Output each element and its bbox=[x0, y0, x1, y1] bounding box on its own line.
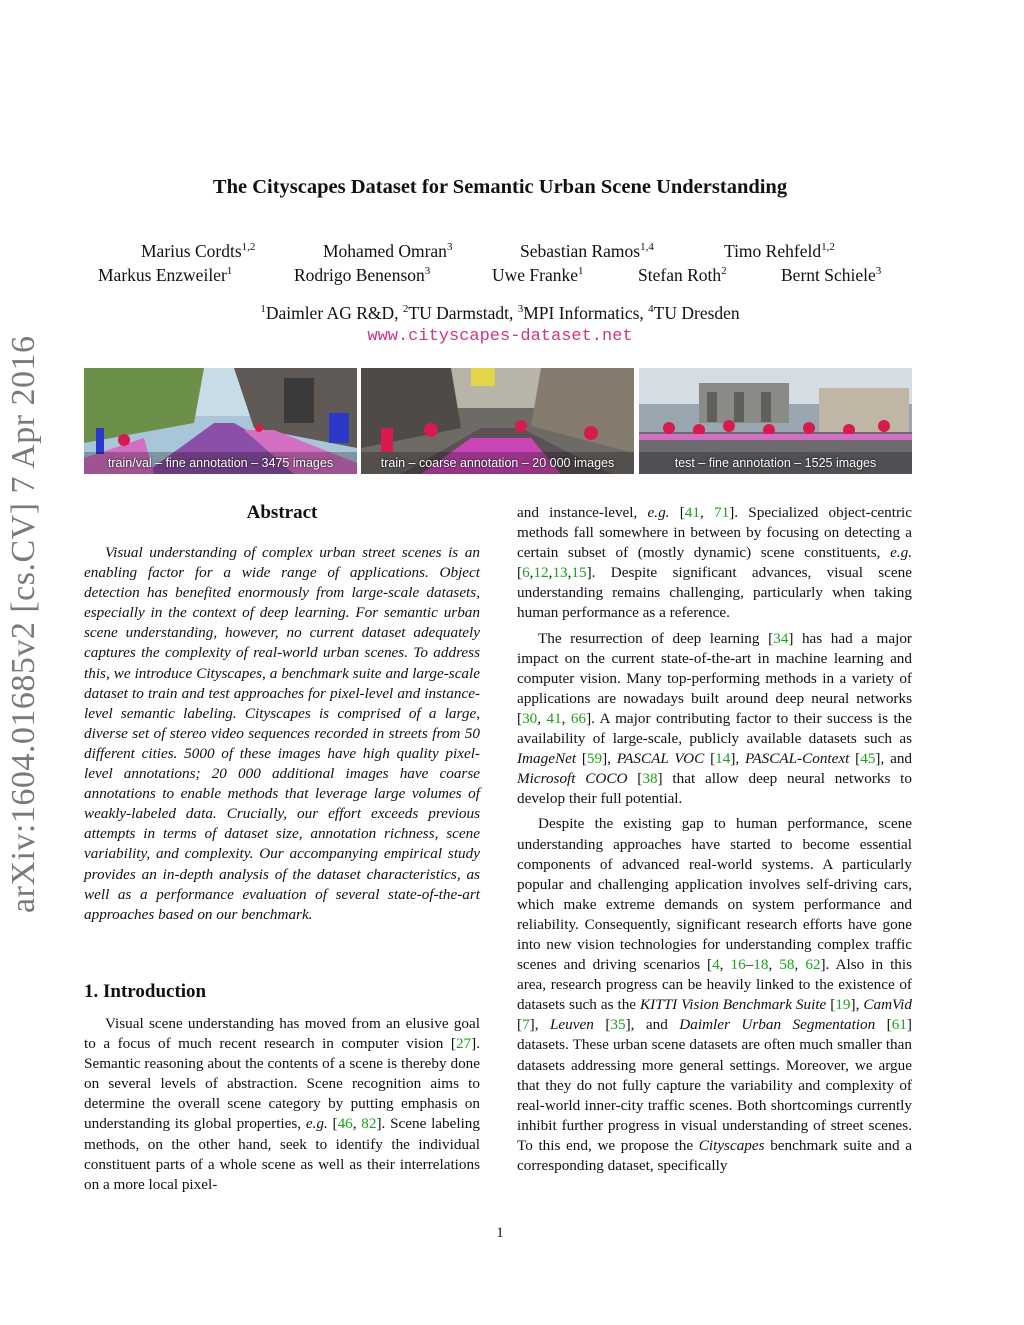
paragraph: Despite the existing gap to human performance, scene understanding approaches have started to become essential components of advanced real-world systems. A particularly popular and challenging application involves self-driving cars, which make extreme demands on system performance and reliability. Consequently, significant research efforts have gone into new vision technologies for understanding complex traffic scenes and driving scenarios [4, 16–18, 58, 62]. Also in this area, research progress can be heavily linked to the existence of datasets such as the KITTI Vision Benchmark Suite [19], CamVid [7], Leuven [35], and Daimler Urban Segmentation [61] datasets. These urban scene datasets are often much smaller than datasets addressing more general settings. Moreover, we argue that they do not fully capture the variability and complexity of real-world inner-city traffic scenes. Both shortcomings currently inhibit further progress in visual understanding of street scenes. To this end, we propose the Cityscapes benchmark suite and a corresponding dataset, specifically bbox=[517, 815, 913, 1174]
citation-link[interactable]: 38 bbox=[642, 770, 658, 788]
citation-link[interactable]: 14 bbox=[715, 750, 731, 768]
citation-link[interactable]: 41 bbox=[684, 504, 700, 521]
citation-link[interactable]: 61 bbox=[891, 1016, 907, 1034]
author-name: Timo Rehfeld$^{1,2}$ bbox=[724, 241, 835, 261]
abstract-body: Visual understanding of complex urban street scenes is an enabling factor for a wide range of applications. Object detection has benefited enormously from large-scale datasets, especially in the context of deep learning. For semantic urban scene understanding, however, no current dataset adequately captures the complexity of real-world urban scenes. To address this, we introduce Cityscapes, a benchmark suite and large-scale dataset to train and test approaches for pixel-level and instance-level semantic labeling. Cityscapes is comprised of a large, diverse set of stereo video sequences recorded in streets from 50 different cities. 5000 of these images have high quality pixel-level annotations; 20 000 additional images have coarse annotations to enable methods that leverage large volumes of weakly-labeled data. Crucially, our effort exceeds previous attempts in terms of dataset size, annotation richness, scene variability, and complexity. Our accompanying empirical study provides an in-depth analysis of the dataset characteristics, as well as a performance evaluation of several state-of-the-art approaches based on our benchmark. bbox=[84, 544, 480, 923]
paragraph: The resurrection of deep learning [34] has had a major impact on the current state-of-the-art in machine learning and computer vision. Many top-performing methods in a variety of applications are nowadays built around deep neural networks [30, 41, 66]. A major contributing factor to their success is the availability of large-scale, publicly available datasets such as ImageNet [59], PASCAL VOC [14], PASCAL-Context [45], and Microsoft COCO [38] that allow deep neural networks to develop their full potential. bbox=[517, 629, 913, 808]
teaser-image-fine bbox=[84, 368, 357, 474]
citation-link[interactable]: 62 bbox=[805, 956, 821, 974]
citation-link[interactable]: 46 bbox=[337, 1115, 353, 1133]
author-name: Markus Enzweiler$^1$ bbox=[98, 265, 233, 285]
arxiv-identifier: arXiv:1604.01685v2 [cs.CV] 7 Apr 2016 bbox=[5, 335, 42, 913]
paragraph: and instance-level, e.g. [41, 71]. Specialized object-centric methods fall somewhere in between by focusing on detecting a certain subset of (mostly dynamic) scene constituents, e.g. [6,12,13,15]. Despite significant advances, visual scene understanding remains challenging, particularly when taking human performance as a reference. bbox=[517, 504, 913, 622]
citation-link[interactable]: 35 bbox=[610, 1016, 626, 1034]
citation-link[interactable]: 15 bbox=[571, 564, 587, 582]
affiliations: $^1$Daimler AG R&D, $^2$TU Darmstadt, $^3$MPI Informatics, $^4$TU Dresden bbox=[260, 303, 740, 323]
citation-link[interactable]: 30 bbox=[522, 709, 538, 727]
citation-link[interactable]: 19 bbox=[835, 996, 851, 1014]
citation-link[interactable]: 66 bbox=[570, 709, 587, 727]
right-column-text bbox=[517, 503, 912, 1176]
teaser-caption: train – coarse annotation – 20 000 images bbox=[380, 456, 615, 470]
teaser-caption: test – fine annotation – 1525 images bbox=[674, 456, 877, 470]
citation-link[interactable]: 7 bbox=[522, 1016, 530, 1034]
paper-title: The Cityscapes Dataset for Semantic Urban Scene Understanding bbox=[212, 176, 788, 198]
introduction-paragraph: Visual scene understanding has moved from an elusive goal to a focus of much recent research in computer vision [27]. Semantic reasoning about the contents of a scene is thereby done on several levels of abstraction. Scene recognition aims to determine the overall scene category by putting emphasis on understanding its global properties, e.g. [46, 82]. Scene labeling methods, on the other hand, seek to identify the individual constituent parts of a whole scene as well as their interrelations on a more local pixel- bbox=[84, 1015, 480, 1193]
citation-link[interactable]: 6 bbox=[522, 564, 530, 582]
abstract-heading: Abstract bbox=[246, 502, 318, 523]
page-number: 1 bbox=[496, 1225, 504, 1241]
author-name: Uwe Franke$^1$ bbox=[492, 265, 584, 285]
author-name: Mohamed Omran$^3$ bbox=[323, 241, 453, 261]
introduction-heading: 1. Introduction bbox=[84, 981, 207, 1002]
author-name: Stefan Roth$^2$ bbox=[638, 265, 727, 285]
citation-link[interactable]: 71 bbox=[714, 504, 730, 521]
teaser-image-coarse bbox=[361, 368, 634, 474]
author-name: Bernt Schiele$^3$ bbox=[781, 265, 882, 285]
citation-link[interactable]: 58 bbox=[779, 956, 795, 974]
citation-link[interactable]: 13 bbox=[552, 564, 568, 582]
citation-link[interactable]: 59 bbox=[586, 750, 603, 768]
citation-link[interactable]: 82 bbox=[361, 1115, 377, 1133]
teaser-caption: train/val – fine annotation – 3475 images bbox=[107, 456, 334, 470]
citation-link[interactable]: 16 bbox=[730, 956, 746, 974]
citation-link[interactable]: 45 bbox=[860, 750, 876, 768]
author-name: Rodrigo Benenson$^3$ bbox=[294, 265, 431, 285]
teaser-image-test bbox=[639, 368, 912, 474]
citation-link[interactable]: 4 bbox=[712, 956, 720, 974]
author-name: Sebastian Ramos$^{1,4}$ bbox=[520, 241, 654, 261]
citation-link[interactable]: 27 bbox=[455, 1035, 472, 1053]
citation-link[interactable]: 18 bbox=[753, 956, 769, 974]
citation-link[interactable]: 34 bbox=[773, 629, 789, 647]
project-url[interactable]: www.cityscapes-dataset.net bbox=[367, 327, 633, 346]
author-name: Marius Cordts$^{1,2}$ bbox=[141, 241, 256, 261]
citation-link[interactable]: 41 bbox=[546, 709, 562, 727]
citation-link[interactable]: 12 bbox=[533, 564, 549, 582]
